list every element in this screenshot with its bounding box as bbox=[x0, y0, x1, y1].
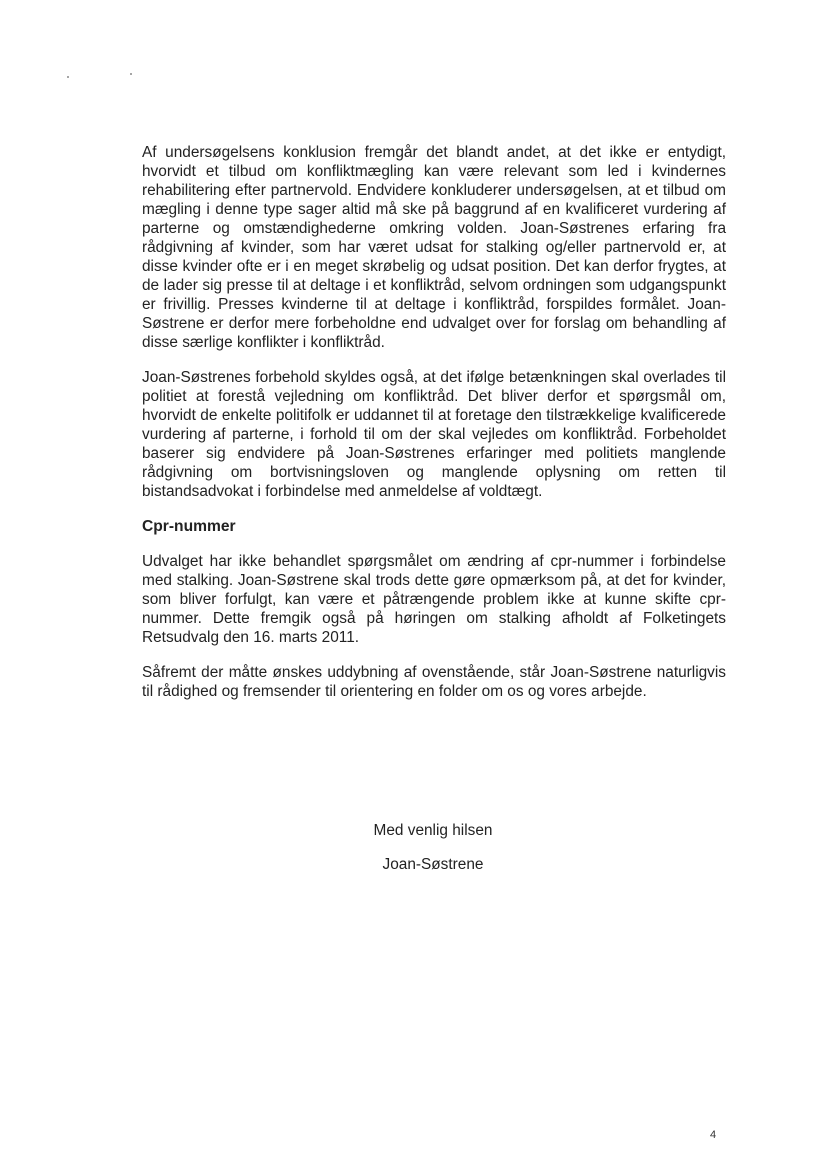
paragraph-availability: Såfremt der måtte ønskes uddybning af ovenstående, står Joan-Søstrene naturligvis til rådighed og fremsender til orientering en folder om os og vores arbejde. bbox=[142, 664, 726, 700]
document-body bbox=[142, 143, 726, 717]
scan-speck bbox=[67, 76, 69, 78]
paragraph-cpr-number: Udvalget har ikke behandlet spørgsmålet om ændring af cpr-nummer i forbindelse med stalking. Joan-Søstrene skal trods dette gøre opmærksom på, at det for kvinder, som bliver forfulgt, kan være et påtrængende problem ikke at kunne skifte cpr-nummer. Dette fremgik også på høringen om stalking afholdt af Folketingets Retsudvalg den 16. marts 2011. bbox=[142, 553, 726, 646]
closing-greeting: Med venlig hilsen bbox=[373, 822, 493, 839]
page-number: 4 bbox=[710, 1129, 717, 1141]
paragraph-police-guidance: Joan-Søstrenes forbehold skyldes også, at det ifølge betænkningen skal overlades til politiet at forestå vejledning om konfliktråd. Det bliver derfor et spørgsmål om, hvorvidt de enkelte politifolk er uddannet til at foretage den tilstrækkelige kvalificerede vurdering af parterne, i forhold til om der skal vejledes om konfliktråd. Forbeholdet baserer sig endvidere på Joan-Søstrenes erfaringer med politiets manglende rådgivning om bortvisningsloven og manglende oplysning om retten til bistandsadvokat i forbindelse med anmeldelse af voldtægt. bbox=[142, 369, 726, 500]
closing-sender: Joan-Søstrene bbox=[382, 856, 484, 873]
paragraph-mediation-conclusion: Af undersøgelsens konklusion fremgår det blandt andet, at det ikke er entydigt, hvorvidt et tilbud om konfliktmægling kan være relevant som led i kvindernes rehabilitering efter partnervold. Endvidere konkluderer undersøgelsen, at et tilbud om mægling i denne type sager altid må ske på baggrund af en kvalificeret vurdering af parterne og omstændighederne omkring volden. Joan-Søstrenes erfaring fra rådgivning af kvinder, som har været udsat for stalking og/eller partnervold er, at disse kvinder ofte er i en meget skrøbelig og udsat position. Det kan derfor frygtes, at de lader sig presse til at deltage i et konfliktråd, selvom ordningen som udgangspunkt er frivillig. Presses kvinderne til at deltage i konfliktråd, forspildes formålet. Joan-Søstrene er derfor mere forbeholdne end udvalget over for forslag om behandling af disse særlige konflikter i konfliktråd. bbox=[142, 144, 726, 351]
scan-speck bbox=[130, 73, 132, 75]
section-heading: Cpr-nummer bbox=[142, 518, 236, 535]
